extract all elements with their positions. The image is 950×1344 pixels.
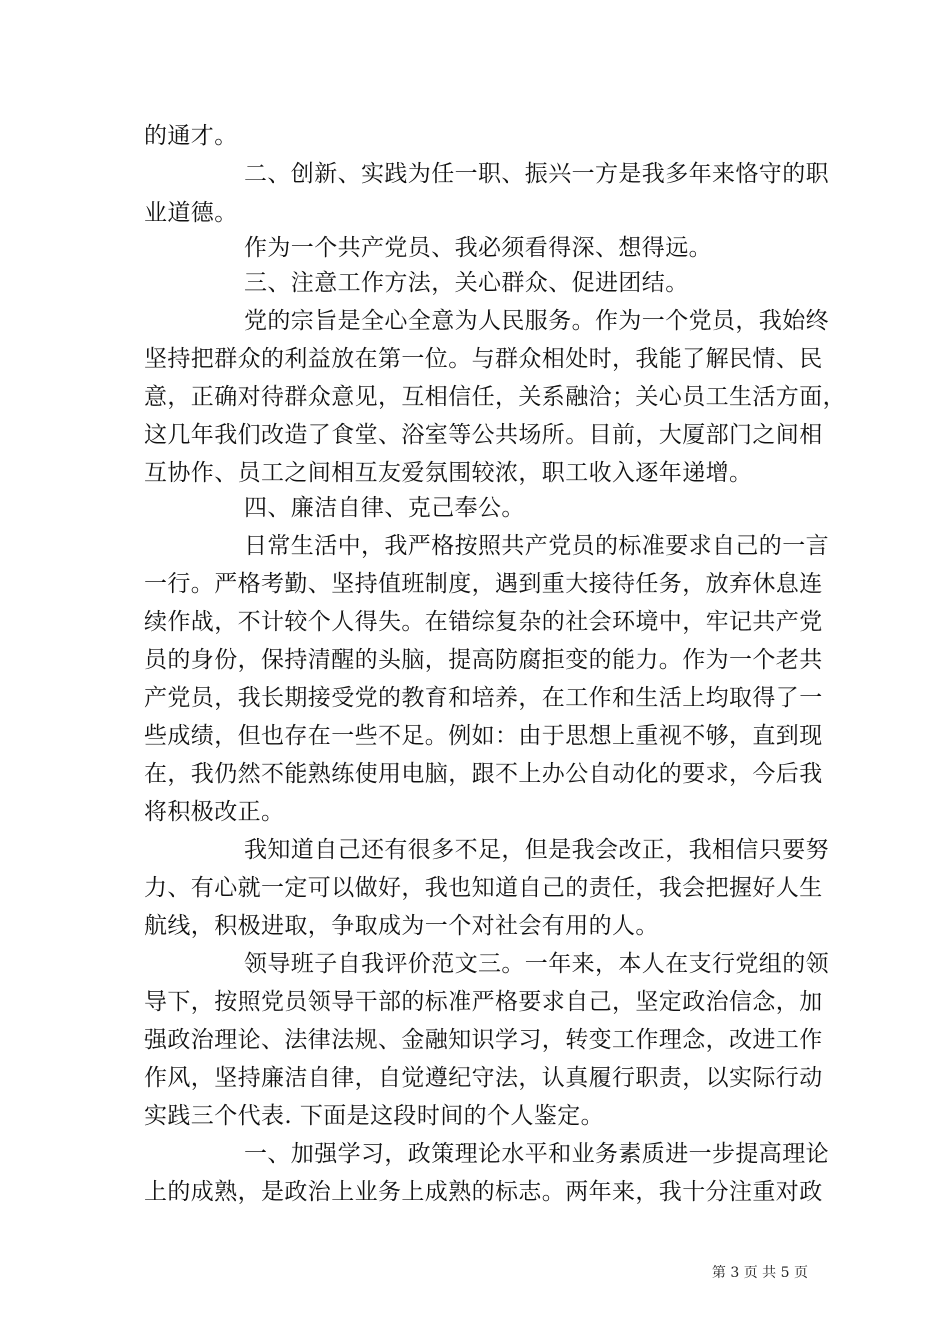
text-line: 员的身份，保持清醒的头脑，提高防腐拒变的能力。作为一个老共 <box>144 647 823 673</box>
text-line: 四、廉洁自律、克己奉公。 <box>244 495 525 521</box>
text-line: 党的宗旨是全心全意为人民服务。作为一个党员，我始终 <box>244 308 829 334</box>
page-number: 第 3 页 共 5 页 <box>711 1265 808 1281</box>
text-line: 航线，积极进取，争取成为一个对社会有用的人。 <box>144 913 659 939</box>
text-line: 强政治理论、法律法规、金融知识学习，转变工作理念，改进工作 <box>144 1027 823 1053</box>
text-line: 日常生活中，我严格按照共产党员的标准要求自己的一言 <box>244 533 829 559</box>
text-line: 续作战，不计较个人得失。在错综复杂的社会环境中，牢记共产党 <box>144 609 823 635</box>
text-line: 我知道自己还有很多不足，但是我会改正，我相信只要努 <box>244 837 829 863</box>
text-line: 力、有心就一定可以做好，我也知道自己的责任，我会把握好人生 <box>144 875 823 901</box>
text-line: 作风，坚持廉洁自律，自觉遵纪守法，认真履行职责，以实际行动 <box>144 1065 823 1091</box>
text-line: 实践三个代表. 下面是这段时间的个人鉴定。 <box>144 1103 605 1129</box>
text-line: 作为一个共产党员、我必须看得深、想得远。 <box>244 235 712 261</box>
text-line: 这几年我们改造了食堂、浴室等公共场所。目前，大厦部门之间相 <box>144 422 823 448</box>
text-line: 些成绩，但也存在一些不足。例如：由于思想上重视不够，直到现 <box>144 723 823 749</box>
text-line: 坚持把群众的利益放在第一位。与群众相处时，我能了解民情、民 <box>144 346 823 372</box>
text-line: 将积极改正。 <box>144 799 285 825</box>
text-line: 二、创新、实践为任一职、振兴一方是我多年来恪守的职 <box>244 161 829 187</box>
text-line: 意，正确对待群众意见，互相信任，关系融洽；关心员工生活方面， <box>144 384 846 410</box>
text-line: 业道德。 <box>144 200 238 226</box>
text-line: 互协作、员工之间相互友爱氛围较浓，职工收入逐年递增。 <box>144 460 753 486</box>
text-line: 导下，按照党员领导干部的标准严格要求自己，坚定政治信念，加 <box>144 989 823 1015</box>
text-line: 在，我仍然不能熟练使用电脑，跟不上办公自动化的要求，今后我 <box>144 761 823 787</box>
text-line: 一、加强学习，政策理论水平和业务素质进一步提高理论 <box>244 1141 829 1167</box>
text-line: 产党员，我长期接受党的教育和培养，在工作和生活上均取得了一 <box>144 685 823 711</box>
text-line: 的通才。 <box>144 123 238 149</box>
text-line: 领导班子自我评价范文三。一年来，本人在支行党组的领 <box>244 951 829 977</box>
text-line: 三、注意工作方法，关心群众、促进团结。 <box>244 270 689 296</box>
text-line: 一行。严格考勤、坚持值班制度，遇到重大接待任务，放弃休息连 <box>144 571 823 597</box>
text-line: 上的成熟，是政治上业务上成熟的标志。两年来，我十分注重对政 <box>144 1179 823 1205</box>
